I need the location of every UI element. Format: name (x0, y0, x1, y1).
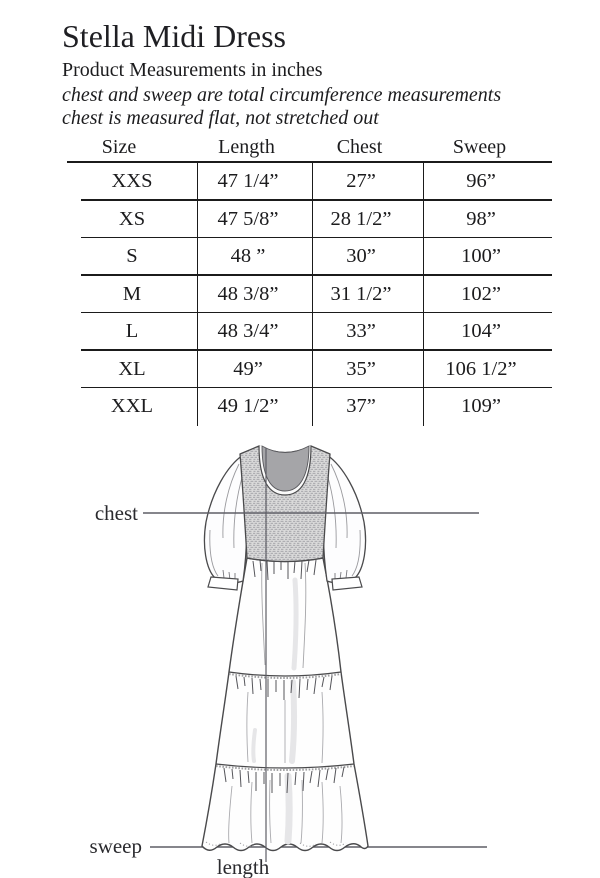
table-row (67, 201, 552, 239)
note-measured-flat: chest is measured flat, not stretched out (62, 107, 379, 129)
cell-size: XL (118, 357, 146, 380)
cell-length: 48 3/4” (197, 313, 312, 351)
bodice (240, 446, 330, 562)
table-row (67, 388, 552, 426)
dress-technical-sketch (0, 430, 600, 878)
table-row (67, 276, 552, 314)
cell-size: XXL (110, 395, 154, 418)
cell-chest: 30” (312, 238, 423, 276)
cell-chest: 27” (312, 163, 423, 201)
cell-sweep: 102” (423, 276, 552, 314)
chest-label: chest (94, 501, 138, 525)
column-header-size: Size (101, 136, 137, 158)
table-row (67, 163, 552, 201)
right-cuff (332, 577, 362, 590)
cell-chest: 28 1/2” (312, 201, 423, 239)
cell-chest: 31 1/2” (312, 276, 423, 314)
cell-sweep: 104” (423, 313, 552, 351)
cell-chest: 35” (312, 351, 423, 389)
cell-length: 49 1/2” (197, 388, 312, 426)
left-cuff (208, 577, 238, 590)
size-table (67, 136, 552, 426)
cell-size: M (122, 282, 142, 305)
table-row (67, 238, 552, 276)
measurement-diagram (0, 430, 600, 878)
cell-sweep: 109” (423, 388, 552, 426)
cell-size: L (125, 320, 139, 343)
cell-length: 48 ” (197, 238, 312, 276)
column-header-sweep: Sweep (452, 136, 507, 158)
cell-chest: 37” (312, 388, 423, 426)
page-title: Stella Midi Dress (62, 18, 286, 54)
cell-length: 47 1/4” (197, 163, 312, 201)
sweep-label: sweep (89, 834, 142, 858)
page-subtitle: Product Measurements in inches (62, 59, 323, 81)
cell-length: 47 5/8” (197, 201, 312, 239)
cell-length: 49” (197, 351, 312, 389)
column-header-chest: Chest (336, 136, 383, 158)
table-header-row (67, 136, 552, 163)
cell-size: S (126, 245, 138, 268)
cell-chest: 33” (312, 313, 423, 351)
cell-size: XS (118, 207, 146, 230)
cell-sweep: 106 1/2” (423, 351, 552, 389)
skirt (202, 558, 368, 851)
length-label: length (216, 855, 270, 878)
note-circumference: chest and sweep are total circumference measurements (62, 84, 502, 106)
cell-size: XXS (111, 170, 153, 193)
cell-length: 48 3/8” (197, 276, 312, 314)
cell-sweep: 96” (423, 163, 552, 201)
table-row (67, 313, 552, 351)
column-header-length: Length (218, 136, 275, 158)
cell-sweep: 98” (423, 201, 552, 239)
cell-sweep: 100” (423, 238, 552, 276)
right-sleeve (324, 455, 366, 583)
left-sleeve (204, 455, 246, 583)
table-row (67, 351, 552, 389)
